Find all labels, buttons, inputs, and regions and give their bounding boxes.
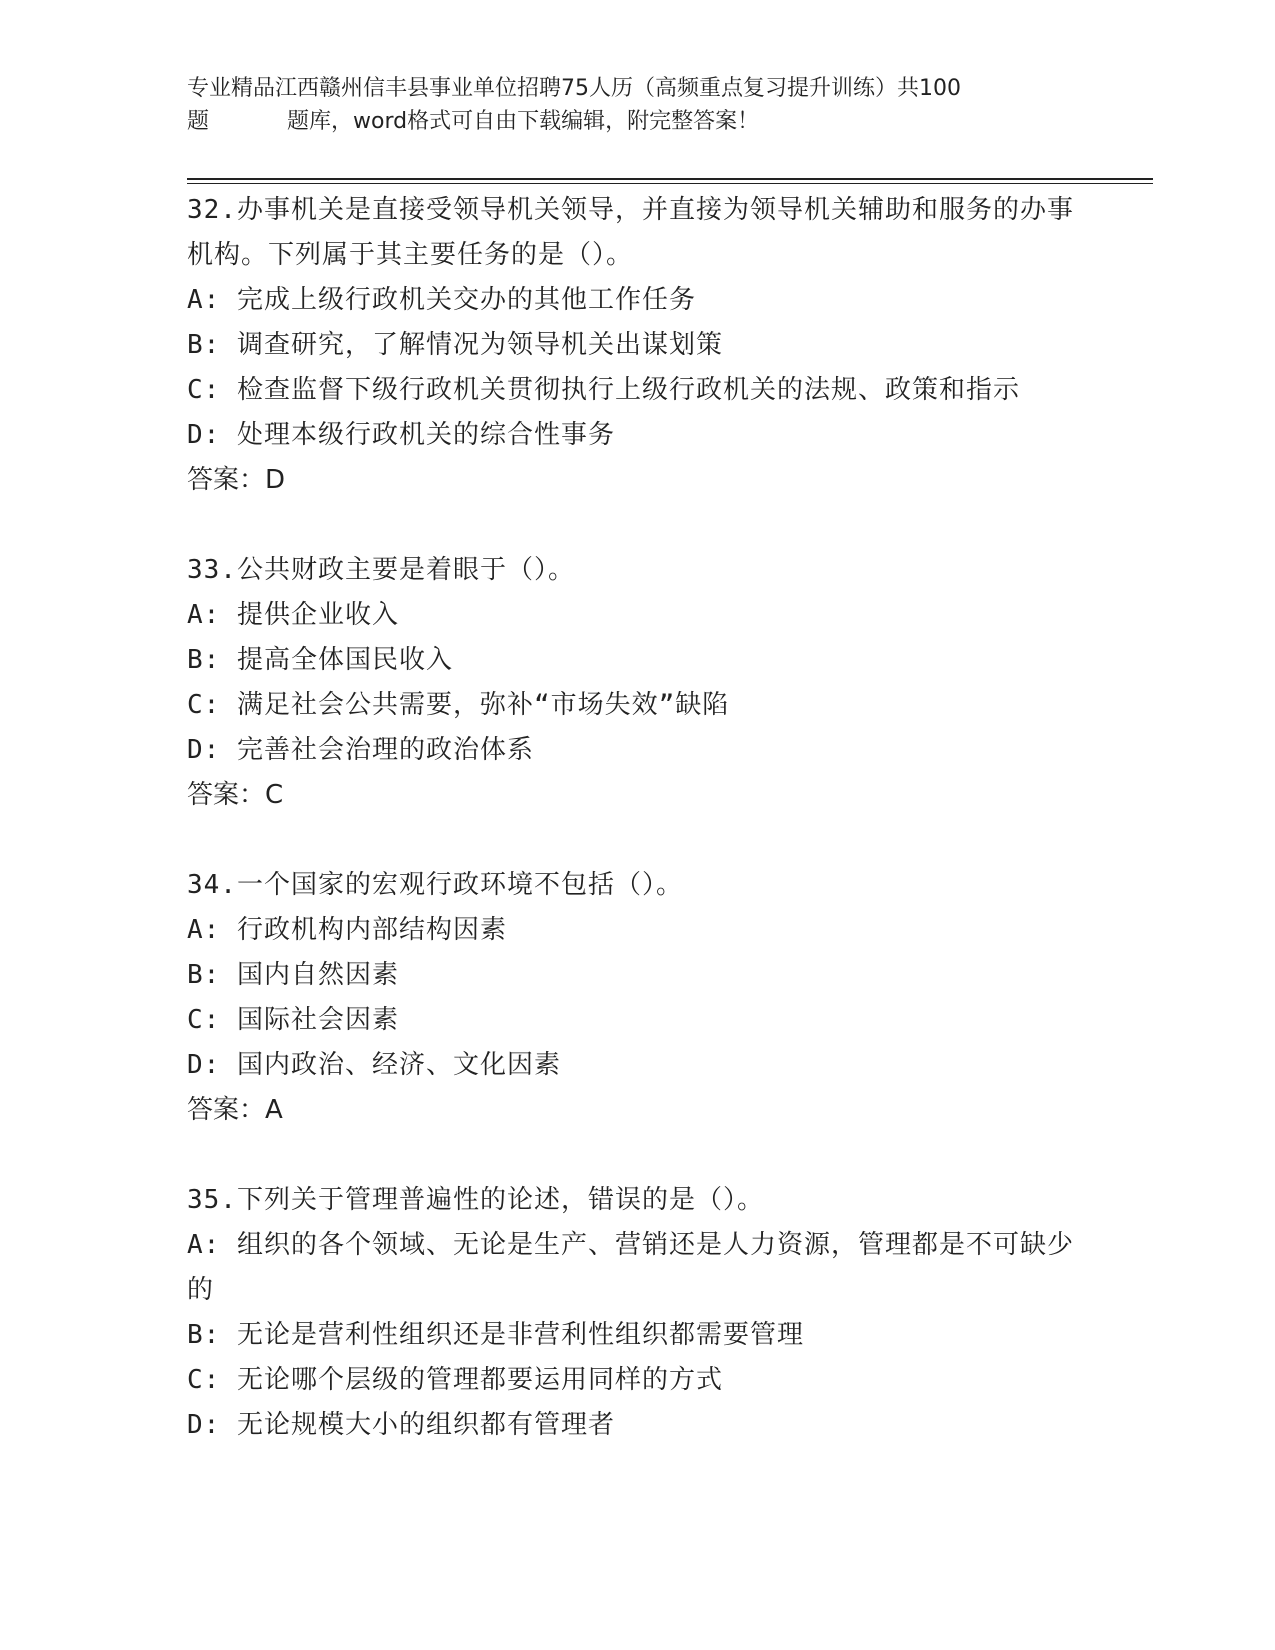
question-32 (187, 188, 1087, 503)
question-stem: 35.下列关于管理普遍性的论述，错误的是（）。 (187, 1185, 764, 1215)
answer-line: 答案：A (187, 1095, 283, 1125)
option-d: D: 完善社会治理的政治体系 (187, 735, 534, 765)
header-title-line2-right: 题库，word格式可自由下载编辑，附完整答案！ (287, 109, 760, 134)
document-header (187, 72, 1067, 138)
header-title-line2 (187, 105, 1067, 138)
option-b: B: 调查研究，了解情况为领导机关出谋划策 (187, 330, 723, 360)
option-d: D: 国内政治、经济、文化因素 (187, 1050, 561, 1080)
header-title-line1: 专业精品江西赣州信丰县事业单位招聘75人历（高频重点复习提升训练）共100 (187, 76, 961, 101)
option-c: C: 检查监督下级行政机关贯彻执行上级行政机关的法规、政策和指示 (187, 375, 1020, 405)
option-c: C: 无论哪个层级的管理都要运用同样的方式 (187, 1365, 723, 1395)
option-b: B: 提高全体国民收入 (187, 645, 453, 675)
question-stem: 34.一个国家的宏观行政环境不包括（）。 (187, 870, 683, 900)
answer-line: 答案：D (187, 465, 286, 495)
option-a: A: 行政机构内部结构因素 (187, 915, 507, 945)
question-34 (187, 863, 1087, 1133)
option-a: A: 提供企业收入 (187, 600, 399, 630)
header-divider-thin (187, 183, 1153, 184)
question-33 (187, 548, 1087, 818)
question-stem: 33.公共财政主要是着眼于（）。 (187, 555, 575, 585)
option-c: C: 国际社会因素 (187, 1005, 399, 1035)
option-a: A: 完成上级行政机关交办的其他工作任务 (187, 285, 696, 315)
option-a: A: 组织的各个领域、无论是生产、营销还是人力资源，管理都是不可缺少的 (187, 1230, 1074, 1305)
question-stem: 32.办事机关是直接受领导机关领导，并直接为领导机关辅助和服务的办事机构。下列属于其主要任务的是（）。 (187, 195, 1074, 270)
option-d: D: 处理本级行政机关的综合性事务 (187, 420, 615, 450)
question-list (187, 188, 1087, 1493)
option-c: C: 满足社会公共需要，弥补“市场失效”缺陷 (187, 690, 730, 720)
header-title-line2-left: 题 (187, 109, 210, 134)
question-35 (187, 1178, 1087, 1448)
option-d: D: 无论规模大小的组织都有管理者 (187, 1410, 615, 1440)
header-divider-thick (187, 178, 1153, 180)
option-b: B: 无论是营利性组织还是非营利性组织都需要管理 (187, 1320, 804, 1350)
answer-line: 答案：C (187, 780, 284, 810)
option-b: B: 国内自然因素 (187, 960, 399, 990)
